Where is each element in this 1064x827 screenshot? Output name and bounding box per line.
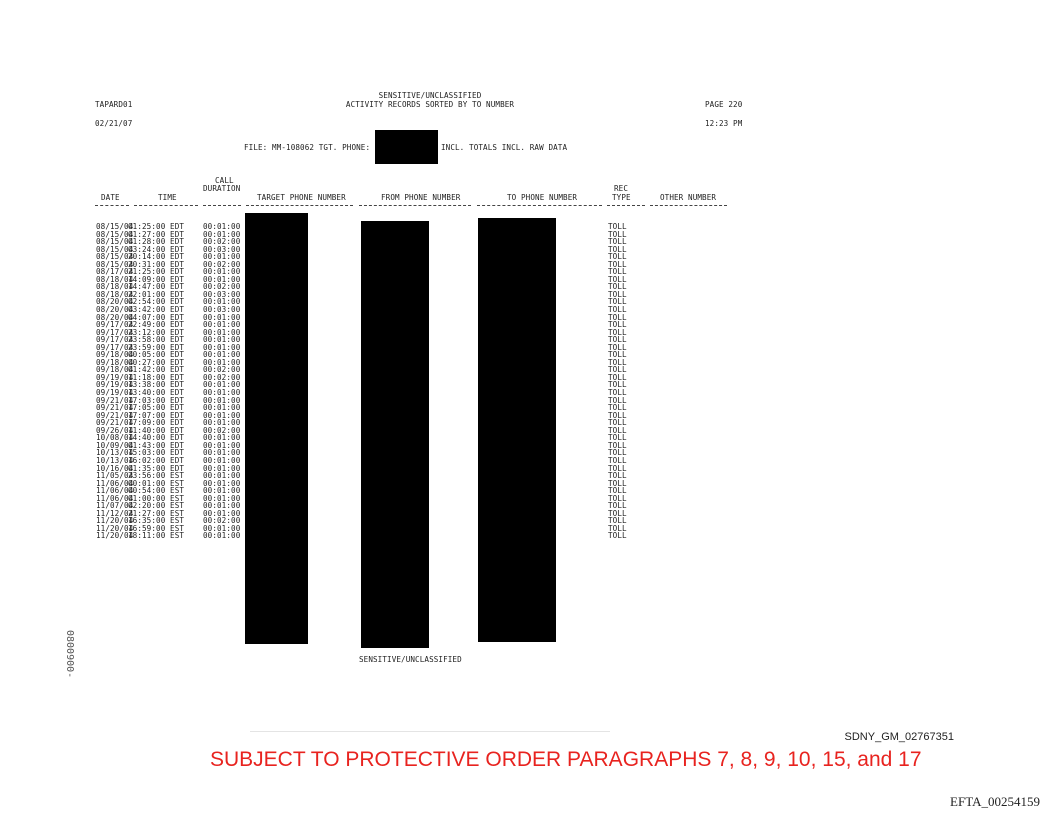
row-time: 17:07:00 EDT [128, 410, 185, 420]
row-date: 10/13/04 [96, 455, 134, 465]
row-date: 09/19/04 [96, 380, 134, 390]
row-duration: 00:02:00 [203, 516, 241, 526]
row-date: 11/06/04 [96, 493, 134, 503]
row-duration: 00:01:00 [203, 335, 241, 345]
row-date: 09/18/04 [96, 357, 134, 367]
redacted-target-numbers [245, 213, 308, 644]
row-date: 09/17/04 [96, 320, 134, 330]
row-date: 09/21/04 [96, 418, 134, 428]
classification-header: SENSITIVE/UNCLASSIFIED [378, 91, 482, 100]
row-duration: 00:02:00 [203, 372, 241, 382]
row-time: 01:42:00 EDT [128, 365, 185, 375]
row-date: 09/19/04 [96, 372, 134, 382]
row-time: 22:49:00 EDT [128, 320, 185, 330]
row-date: 08/15/04 [96, 259, 134, 269]
row-date: 08/15/04 [96, 222, 134, 231]
col-time-header: TIME [158, 193, 177, 202]
row-rec-type: TOLL [608, 327, 627, 337]
row-duration: 00:01:00 [203, 320, 241, 330]
row-date: 09/17/04 [96, 342, 134, 352]
row-duration: 00:01:00 [203, 350, 241, 360]
row-date: 08/20/04 [96, 312, 134, 322]
row-rec-type: TOLL [608, 335, 627, 345]
header-rule [477, 205, 602, 206]
row-time: 11:40:00 EDT [128, 425, 185, 435]
row-rec-type: TOLL [608, 305, 627, 315]
row-rec-type: TOLL [608, 455, 627, 465]
row-time: 17:03:00 EDT [128, 395, 185, 405]
row-duration: 00:01:00 [203, 229, 241, 239]
row-rec-type: TOLL [608, 282, 627, 292]
row-time: 23:58:00 EDT [128, 335, 185, 345]
row-time: 20:31:00 EDT [128, 259, 185, 269]
header-rule [95, 205, 129, 206]
row-date: 09/18/04 [96, 350, 134, 360]
row-duration: 00:01:00 [203, 486, 241, 496]
row-date: 08/18/04 [96, 282, 134, 292]
row-rec-type: TOLL [608, 357, 627, 367]
row-time: 00:27:00 EDT [128, 357, 185, 367]
row-date: 09/21/04 [96, 410, 134, 420]
row-rec-type: TOLL [608, 244, 627, 254]
row-rec-type: TOLL [608, 320, 627, 330]
row-date: 09/17/04 [96, 335, 134, 345]
row-rec-type: TOLL [608, 252, 627, 262]
row-rec-type: TOLL [608, 463, 627, 473]
row-duration: 00:01:00 [203, 455, 241, 465]
col-other-header: OTHER NUMBER [660, 193, 717, 202]
col-from-header: FROM PHONE NUMBER [381, 193, 461, 202]
row-time: 01:25:00 EDT [128, 222, 185, 231]
row-duration: 00:02:00 [203, 259, 241, 269]
row-duration: 00:01:00 [203, 433, 241, 443]
row-time: 11:18:00 EDT [128, 372, 185, 382]
report-subtitle: ACTIVITY RECORDS SORTED BY TO NUMBER [345, 100, 515, 109]
row-date: 11/06/04 [96, 486, 134, 496]
row-time: 02:54:00 EDT [128, 297, 185, 307]
row-duration: 00:01:00 [203, 523, 241, 533]
row-duration: 00:01:00 [203, 501, 241, 511]
row-time: 14:40:00 EDT [128, 433, 185, 443]
row-date: 09/26/04 [96, 425, 134, 435]
row-duration: 00:01:00 [203, 357, 241, 367]
redacted-from-numbers [361, 221, 429, 648]
header-rule [650, 205, 727, 206]
row-date: 08/15/04 [96, 244, 134, 254]
row-rec-type: TOLL [608, 229, 627, 239]
row-time: 02:20:00 EST [128, 501, 185, 511]
row-rec-type: TOLL [608, 478, 627, 488]
row-time: 13:38:00 EDT [128, 380, 185, 390]
row-rec-type: TOLL [608, 440, 627, 450]
row-duration: 00:01:00 [203, 418, 241, 428]
col-target-header: TARGET PHONE NUMBER [257, 193, 346, 202]
row-time: 16:35:00 EST [128, 516, 185, 526]
row-time: 14:47:00 EDT [128, 282, 185, 292]
scan-artifact-line [250, 731, 610, 732]
row-rec-type: TOLL [608, 395, 627, 405]
row-duration: 00:01:00 [203, 327, 241, 337]
row-time: 21:27:00 EST [128, 508, 185, 518]
row-duration: 00:01:00 [203, 222, 241, 231]
bates-number: SDNY_GM_02767351 [844, 731, 954, 743]
row-time: 18:11:00 EST [128, 531, 185, 541]
header-rule [246, 205, 353, 206]
row-rec-type: TOLL [608, 418, 627, 428]
row-time: 14:09:00 EDT [128, 274, 185, 284]
row-date: 10/16/04 [96, 463, 134, 473]
row-date: 11/20/04 [96, 531, 134, 541]
row-date: 08/15/04 [96, 237, 134, 247]
row-duration: 00:01:00 [203, 403, 241, 413]
row-duration: 00:01:00 [203, 478, 241, 488]
row-duration: 00:01:00 [203, 274, 241, 284]
protective-order-notice: SUBJECT TO PROTECTIVE ORDER PARAGRAPHS 7, 8, 9, 10, 15, and 17 [210, 748, 922, 771]
efta-number: EFTA_00254159 [950, 794, 1040, 809]
row-duration: 00:02:00 [203, 425, 241, 435]
row-date: 11/07/04 [96, 501, 134, 511]
row-rec-type: TOLL [608, 471, 627, 481]
row-time: 01:00:00 EST [128, 493, 185, 503]
row-time: 00:54:00 EST [128, 486, 185, 496]
row-date: 11/12/04 [96, 508, 134, 518]
row-rec-type: TOLL [608, 410, 627, 420]
row-time: 21:25:00 EDT [128, 267, 185, 277]
row-date: 09/18/04 [96, 365, 134, 375]
row-rec-type: TOLL [608, 486, 627, 496]
row-duration: 00:01:00 [203, 508, 241, 518]
page-number: PAGE 220 [705, 100, 743, 109]
row-date: 08/18/04 [96, 289, 134, 299]
row-time: 01:35:00 EDT [128, 463, 185, 473]
report-date: 02/21/07 [95, 119, 133, 128]
redacted-to-numbers [478, 218, 556, 642]
row-date: 08/15/04 [96, 252, 134, 262]
row-date: 11/05/04 [96, 471, 134, 481]
row-duration: 00:01:00 [203, 380, 241, 390]
file-info-prefix: FILE: MM-108062 TGT. PHONE: [244, 143, 371, 152]
row-rec-type: TOLL [608, 433, 627, 443]
row-rec-type: TOLL [608, 289, 627, 299]
row-time: 01:43:00 EDT [128, 440, 185, 450]
row-duration: 00:01:00 [203, 440, 241, 450]
row-date: 11/06/04 [96, 478, 134, 488]
col-to-header: TO PHONE NUMBER [507, 193, 578, 202]
col-date-header: DATE [101, 193, 120, 202]
col-call-label: CALL [215, 176, 234, 185]
file-info-suffix: INCL. TOTALS INCL. RAW DATA [441, 143, 568, 152]
row-time: 20:14:00 EDT [128, 252, 185, 262]
row-time: 15:03:00 EDT [128, 448, 185, 458]
row-duration: 00:01:00 [203, 342, 241, 352]
row-duration: 00:01:00 [203, 395, 241, 405]
row-rec-type: TOLL [608, 388, 627, 398]
col-duration-label: DURATION [203, 184, 241, 193]
row-rec-type: TOLL [608, 501, 627, 511]
row-duration: 00:01:00 [203, 312, 241, 322]
row-rec-type: TOLL [608, 297, 627, 307]
row-duration: 00:01:00 [203, 531, 241, 541]
row-time: 03:42:00 EDT [128, 305, 185, 315]
row-duration: 00:01:00 [203, 252, 241, 262]
row-time: 17:09:00 EDT [128, 418, 185, 428]
row-duration: 00:01:00 [203, 493, 241, 503]
row-duration: 00:02:00 [203, 237, 241, 247]
row-date: 09/17/04 [96, 327, 134, 337]
row-rec-type: TOLL [608, 237, 627, 247]
row-time: 22:01:00 EDT [128, 289, 185, 299]
row-date: 10/13/04 [96, 448, 134, 458]
row-time: 00:05:00 EDT [128, 350, 185, 360]
row-date: 09/19/04 [96, 388, 134, 398]
row-date: 08/20/04 [96, 297, 134, 307]
row-rec-type: TOLL [608, 523, 627, 533]
row-date: 08/17/04 [96, 267, 134, 277]
row-time: 16:02:00 EDT [128, 455, 185, 465]
row-rec-type: TOLL [608, 274, 627, 284]
row-time: 23:12:00 EDT [128, 327, 185, 337]
report-time: 12:23 PM [705, 119, 743, 128]
side-page-stamp: 0800900- [64, 630, 75, 679]
row-date: 11/20/04 [96, 523, 134, 533]
row-rec-type: TOLL [608, 425, 627, 435]
row-duration: 00:02:00 [203, 282, 241, 292]
row-rec-type: TOLL [608, 372, 627, 382]
row-date: 08/20/04 [96, 305, 134, 315]
row-rec-type: TOLL [608, 222, 627, 231]
row-date: 10/09/04 [96, 440, 134, 450]
row-rec-type: TOLL [608, 365, 627, 375]
row-time: 00:01:00 EST [128, 478, 185, 488]
row-duration: 00:01:00 [203, 471, 241, 481]
row-duration: 00:03:00 [203, 244, 241, 254]
row-rec-type: TOLL [608, 267, 627, 277]
row-rec-type: TOLL [608, 312, 627, 322]
redacted-target-phone [375, 130, 438, 164]
header-rule [359, 205, 471, 206]
row-time: 23:56:00 EST [128, 471, 185, 481]
row-date: 08/18/04 [96, 274, 134, 284]
row-duration: 00:01:00 [203, 297, 241, 307]
row-rec-type: TOLL [608, 493, 627, 503]
row-date: 09/21/04 [96, 403, 134, 413]
row-date: 10/08/04 [96, 433, 134, 443]
row-duration: 00:01:00 [203, 463, 241, 473]
row-date: 08/15/04 [96, 229, 134, 239]
col-rec-label: REC [614, 184, 629, 193]
row-time: 04:07:00 EDT [128, 312, 185, 322]
row-rec-type: TOLL [608, 516, 627, 526]
row-time: 17:05:00 EDT [128, 403, 185, 413]
row-duration: 00:01:00 [203, 448, 241, 458]
row-duration: 00:02:00 [203, 365, 241, 375]
row-time: 23:59:00 EDT [128, 342, 185, 352]
header-rule [134, 205, 198, 206]
row-duration: 00:01:00 [203, 267, 241, 277]
row-rec-type: TOLL [608, 508, 627, 518]
row-duration: 00:03:00 [203, 289, 241, 299]
row-rec-type: TOLL [608, 350, 627, 360]
row-time: 01:27:00 EDT [128, 229, 185, 239]
row-rec-type: TOLL [608, 380, 627, 390]
header-rule [203, 205, 241, 206]
row-rec-type: TOLL [608, 342, 627, 352]
row-duration: 00:03:00 [203, 305, 241, 315]
row-rec-type: TOLL [608, 448, 627, 458]
row-rec-type: TOLL [608, 531, 627, 541]
row-time: 16:59:00 EST [128, 523, 185, 533]
row-time: 13:40:00 EDT [128, 388, 185, 398]
row-rec-type: TOLL [608, 403, 627, 413]
report-id: TAPARD01 [95, 100, 133, 109]
row-rec-type: TOLL [608, 259, 627, 269]
col-type-header: TYPE [612, 193, 631, 202]
row-time: 01:28:00 EDT [128, 237, 185, 247]
row-time: 03:24:00 EDT [128, 244, 185, 254]
row-duration: 00:01:00 [203, 410, 241, 420]
row-date: 11/20/04 [96, 516, 134, 526]
row-duration: 00:01:00 [203, 388, 241, 398]
classification-footer: SENSITIVE/UNCLASSIFIED [359, 655, 462, 664]
row-date: 09/21/04 [96, 395, 134, 405]
header-rule [607, 205, 645, 206]
